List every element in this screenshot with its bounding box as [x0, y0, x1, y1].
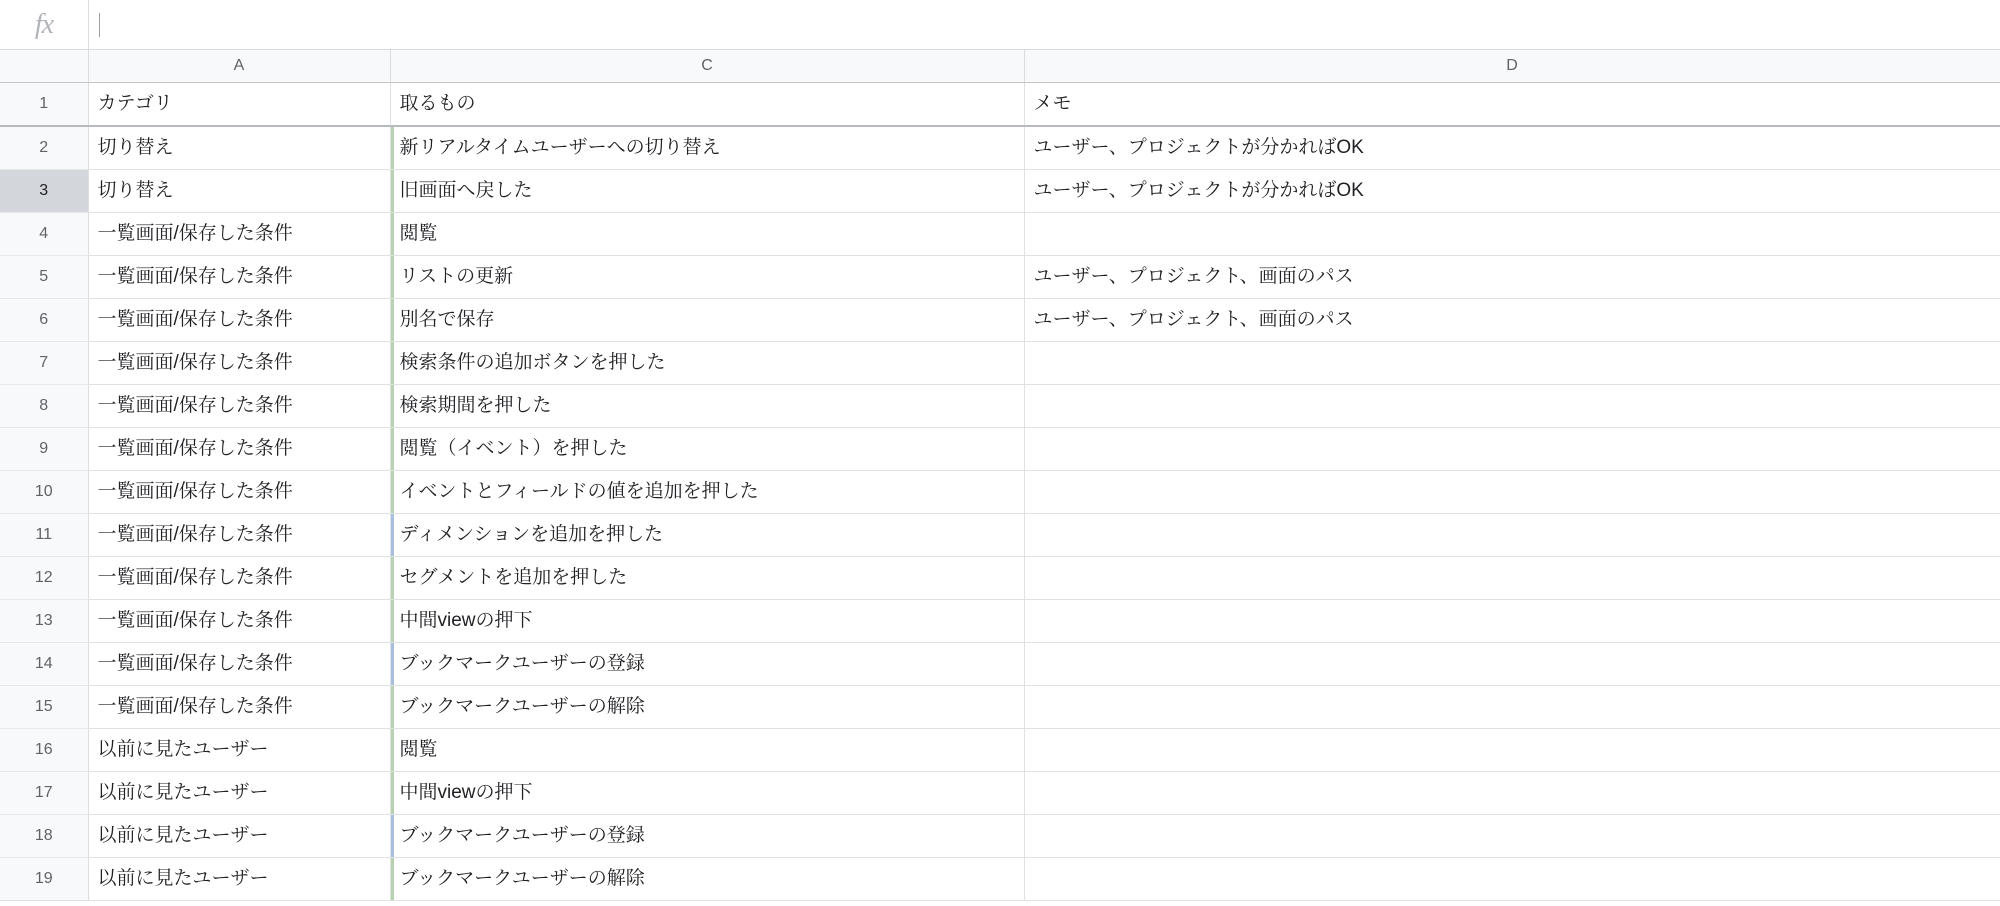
column-header-row: [0, 50, 2000, 82]
cell-C15[interactable]: ブックマークユーザーの解除: [390, 685, 1024, 728]
cell-C10[interactable]: イベントとフィールドの値を追加を押した: [390, 470, 1024, 513]
cell-A8[interactable]: 一覧画面/保存した条件: [88, 384, 390, 427]
table-row[interactable]: [0, 82, 2000, 126]
fx-icon: fx: [34, 8, 54, 40]
cell-D5[interactable]: ユーザー、プロジェクト、画面のパス: [1024, 255, 2000, 298]
cell-D2[interactable]: ユーザー、プロジェクトが分かればOK: [1024, 126, 2000, 170]
cell-C1[interactable]: 取るもの: [390, 82, 1024, 126]
table-row[interactable]: [0, 642, 2000, 685]
row-header[interactable]: 2: [0, 126, 88, 170]
table-row[interactable]: [0, 857, 2000, 900]
cell-A17[interactable]: 以前に見たユーザー: [88, 771, 390, 814]
cell-C2[interactable]: 新リアルタイムユーザーへの切り替え: [390, 126, 1024, 170]
cell-D16[interactable]: [1024, 728, 2000, 771]
cell-C4[interactable]: 閲覧: [390, 212, 1024, 255]
cell-C16[interactable]: 閲覧: [390, 728, 1024, 771]
sheet-body: [0, 82, 2000, 900]
cell-A2[interactable]: 切り替え: [88, 126, 390, 170]
row-header[interactable]: 18: [0, 814, 88, 857]
cell-A7[interactable]: 一覧画面/保存した条件: [88, 341, 390, 384]
row-header[interactable]: 8: [0, 384, 88, 427]
table-row[interactable]: [0, 255, 2000, 298]
row-header[interactable]: 16: [0, 728, 88, 771]
row-header[interactable]: 13: [0, 599, 88, 642]
row-header[interactable]: 6: [0, 298, 88, 341]
table-row[interactable]: [0, 169, 2000, 212]
cell-A4[interactable]: 一覧画面/保存した条件: [88, 212, 390, 255]
cell-A12[interactable]: 一覧画面/保存した条件: [88, 556, 390, 599]
cell-A19[interactable]: 以前に見たユーザー: [88, 857, 390, 900]
cell-C13[interactable]: 中間viewの押下: [390, 599, 1024, 642]
row-header[interactable]: 10: [0, 470, 88, 513]
table-row[interactable]: [0, 771, 2000, 814]
cell-A11[interactable]: 一覧画面/保存した条件: [88, 513, 390, 556]
column-header-c[interactable]: C: [390, 50, 1024, 82]
row-header[interactable]: 7: [0, 341, 88, 384]
table-row[interactable]: [0, 513, 2000, 556]
cell-D9[interactable]: [1024, 427, 2000, 470]
row-header[interactable]: 17: [0, 771, 88, 814]
cell-C12[interactable]: セグメントを追加を押した: [390, 556, 1024, 599]
cell-A16[interactable]: 以前に見たユーザー: [88, 728, 390, 771]
table-row[interactable]: [0, 814, 2000, 857]
cell-C9[interactable]: 閲覧（イベント）を押した: [390, 427, 1024, 470]
row-header[interactable]: 12: [0, 556, 88, 599]
cell-D11[interactable]: [1024, 513, 2000, 556]
table-row[interactable]: [0, 298, 2000, 341]
cell-A5[interactable]: 一覧画面/保存した条件: [88, 255, 390, 298]
row-header[interactable]: 11: [0, 513, 88, 556]
cell-C19[interactable]: ブックマークユーザーの解除: [390, 857, 1024, 900]
cell-A1[interactable]: カテゴリ: [88, 82, 390, 126]
select-all-corner[interactable]: [0, 50, 88, 82]
table-row[interactable]: [0, 556, 2000, 599]
cell-A10[interactable]: 一覧画面/保存した条件: [88, 470, 390, 513]
cell-C8[interactable]: 検索期間を押した: [390, 384, 1024, 427]
table-row[interactable]: [0, 685, 2000, 728]
table-row[interactable]: [0, 599, 2000, 642]
table-row[interactable]: [0, 470, 2000, 513]
sheet-table: [0, 50, 2000, 901]
cell-A13[interactable]: 一覧画面/保存した条件: [88, 599, 390, 642]
cell-D10[interactable]: [1024, 470, 2000, 513]
formula-input[interactable]: [88, 0, 2000, 49]
cell-A9[interactable]: 一覧画面/保存した条件: [88, 427, 390, 470]
cell-D4[interactable]: [1024, 212, 2000, 255]
cell-D17[interactable]: [1024, 771, 2000, 814]
cell-C18[interactable]: ブックマークユーザーの登録: [390, 814, 1024, 857]
row-header[interactable]: 1: [0, 82, 88, 126]
row-header[interactable]: 15: [0, 685, 88, 728]
cell-D18[interactable]: [1024, 814, 2000, 857]
cell-C14[interactable]: ブックマークユーザーの登録: [390, 642, 1024, 685]
cell-D12[interactable]: [1024, 556, 2000, 599]
text-caret: [99, 13, 100, 37]
cell-A6[interactable]: 一覧画面/保存した条件: [88, 298, 390, 341]
cell-C5[interactable]: リストの更新: [390, 255, 1024, 298]
table-row[interactable]: [0, 728, 2000, 771]
table-row[interactable]: [0, 341, 2000, 384]
cell-D7[interactable]: [1024, 341, 2000, 384]
row-header[interactable]: 4: [0, 212, 88, 255]
column-header-d[interactable]: D: [1024, 50, 2000, 82]
cell-A3[interactable]: 切り替え: [88, 169, 390, 212]
cell-D19[interactable]: [1024, 857, 2000, 900]
cell-C17[interactable]: 中間viewの押下: [390, 771, 1024, 814]
column-header-a[interactable]: A: [88, 50, 390, 82]
cell-D3[interactable]: ユーザー、プロジェクトが分かればOK: [1024, 169, 2000, 212]
table-row[interactable]: [0, 427, 2000, 470]
cell-C6[interactable]: 別名で保存: [390, 298, 1024, 341]
table-row[interactable]: [0, 126, 2000, 170]
cell-C11[interactable]: ディメンションを追加を押した: [390, 513, 1024, 556]
cell-D1[interactable]: メモ: [1024, 82, 2000, 126]
formula-bar: [0, 0, 2000, 50]
cell-D6[interactable]: ユーザー、プロジェクト、画面のパス: [1024, 298, 2000, 341]
row-header[interactable]: 19: [0, 857, 88, 900]
row-header[interactable]: 9: [0, 427, 88, 470]
table-row[interactable]: [0, 384, 2000, 427]
cell-A15[interactable]: 一覧画面/保存した条件: [88, 685, 390, 728]
cell-A14[interactable]: 一覧画面/保存した条件: [88, 642, 390, 685]
cell-D13[interactable]: [1024, 599, 2000, 642]
cell-C3[interactable]: 旧画面へ戻した: [390, 169, 1024, 212]
cell-A18[interactable]: 以前に見たユーザー: [88, 814, 390, 857]
cell-D15[interactable]: [1024, 685, 2000, 728]
row-header[interactable]: 3: [0, 169, 88, 212]
cell-D14[interactable]: [1024, 642, 2000, 685]
sheet-grid[interactable]: [0, 50, 2000, 901]
row-header[interactable]: 14: [0, 642, 88, 685]
table-row[interactable]: [0, 212, 2000, 255]
cell-C7[interactable]: 検索条件の追加ボタンを押した: [390, 341, 1024, 384]
row-header[interactable]: 5: [0, 255, 88, 298]
cell-D8[interactable]: [1024, 384, 2000, 427]
